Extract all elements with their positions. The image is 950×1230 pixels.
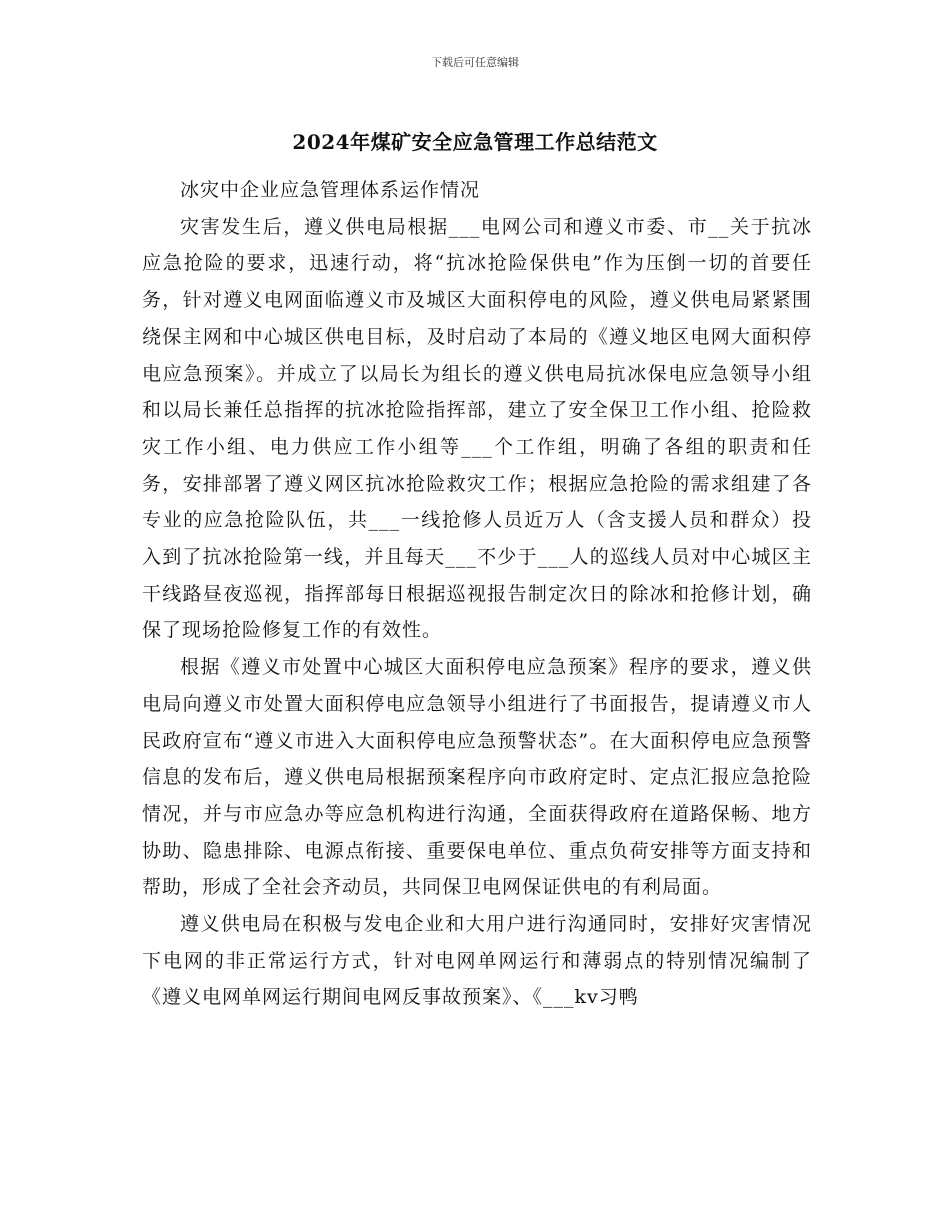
body-paragraph: 根据《遵义市处置中心城区大面积停电应急预案》程序的要求，遵义供电局向遵义市处置大面积停电应急领导小组进行了书面报告，提请遵义市人民政府宣布“遵义市进入大面积停电应急预警状态”。在大面积停电应急预警信息的发布后，遵义供电局根据预案程序向市政府定时、定点汇报应急抢险情况，并与市应急办等应急机构进行沟通，全面获得政府在道路保畅、地方协助、隐患排除、电源点衔接、重要保电单位、重点负荷安排等方面支持和帮助，形成了全社会齐动员，共同保卫电网保证供电的有利局面。 (142, 656, 812, 899)
body-paragraph: 灾害发生后，遵义供电局根据___电网公司和遵义市委、市__关于抗冰应急抢险的要求，迅速行动，将“抗冰抢险保供电”作为压倒一切的首要任务，针对遵义电网面临遵义市及城区大面积停电的风险，遵义供电局紧紧围绕保主网和中心城区供电目标，及时启动了本局的《遵义地区电网大面积停电应急预案》。并成立了以局长为组长的遵义供电局抗冰保电应急领导小组和以局长兼任总指挥的抗冰抢险指挥部，建立了安全保卫工作小组、抢险救灾工作小组、电力供应工作小组等___个工作组，明确了各组的职责和任务，安排部署了遵义网区抗冰抢险救灾工作；根据应急抢险的需求组建了各专业的应急抢险队伍，共___一线抢修人员近万人（含支援人员和群众）投入到了抗冰抢险第一线，并且每天___不少于___人的巡线人员对中心城区主干线路昼夜巡视，指挥部每日根据巡视报告制定次日的除冰和抢修计划，确保了现场抢险修复工作的有效性。 (142, 215, 812, 642)
body-paragraph: 遵义供电局在积极与发电企业和大用户进行沟通同时，安排好灾害情况下电网的非正常运行方式，针对电网单网运行和薄弱点的特别情况编制了《遵义电网单网运行期间电网反事故预案》、《___kv习鸭 (142, 913, 812, 1009)
section-heading-paragraph: 冰灾中企业应急管理体系运作情况 (180, 179, 481, 201)
document-body (142, 172, 812, 1016)
document-title: 2024年煤矿安全应急管理工作总结范文 (292, 130, 658, 154)
page-header-note: 下载后可任意编辑 (431, 56, 519, 69)
